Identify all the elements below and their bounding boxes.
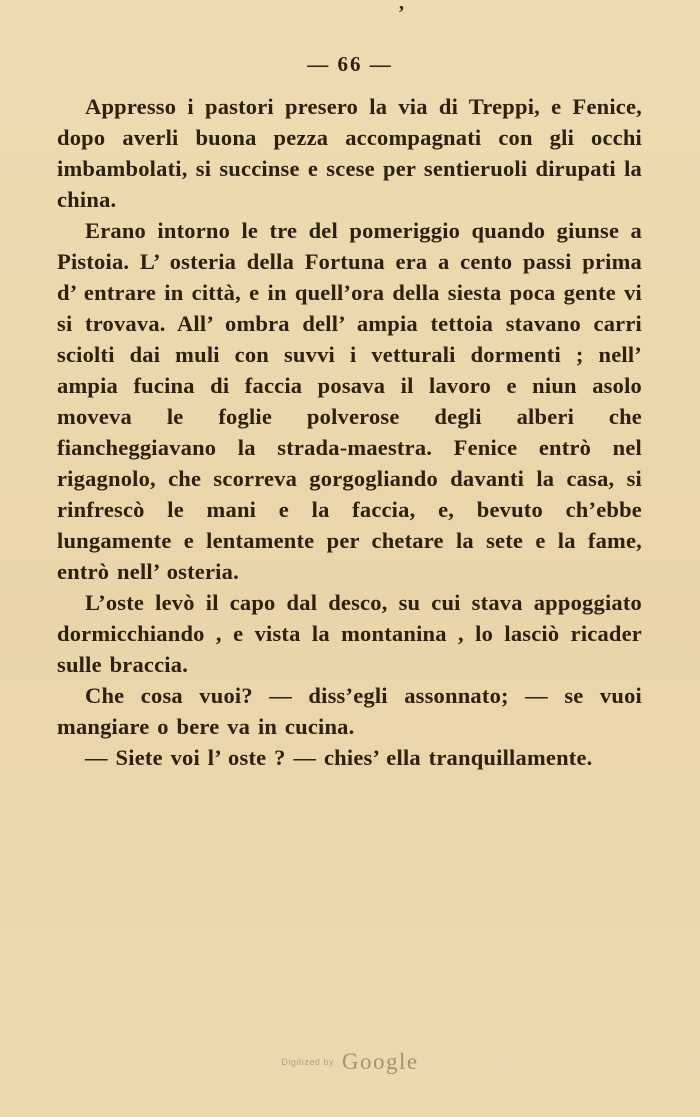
digitized-by-label: Digitized by	[281, 1057, 334, 1067]
ink-speck: ’	[398, 2, 405, 24]
page-number: — 66 —	[307, 52, 393, 76]
paragraph-4: Che cosa vuoi? — diss’egli assonnato; — se vuoi mangiare o bere va in cucina.	[57, 683, 642, 739]
paragraph-2: Erano intorno le tre del pomeriggio quando giunse a Pistoia. L’ osteria della Fortuna era a cento passi prima d’ entrare in città, e in quell’ora della siesta poca gente vi si trovava. All’ ombra dell’ ampia tettoia stavano carri sciolti dai muli con suvvi i vetturali dormenti ; nell’ ampia fucina di faccia posava il lavoro e niun asolo moveva le foglie polverose degli alberi che fiancheggiavano la strada-maestra. Fenice entrò nel rigagnolo, che scorreva gorgogliando davanti la casa, si rinfrescò le mani e la faccia, e, bevuto ch’ebbe lungamente e lentamente per chetare la sete e la fame, entrò nell’ osteria.	[57, 218, 642, 584]
paragraph-5: — Siete voi l’ oste ? — chies’ ella tranquillamente.	[85, 745, 593, 770]
digitization-watermark	[0, 1049, 700, 1075]
paragraph-1: Appresso i pastori presero la via di Treppi, e Fenice, dopo averli buona pezza accompagnati con gli occhi imbambolati, si succinse e scese per sentieruoli dirupati la china.	[57, 94, 642, 212]
google-watermark: Google	[341, 1049, 419, 1074]
body-text	[0, 91, 700, 773]
paragraph-3: L’oste levò il capo dal desco, su cui stava appoggiato dormicchiando , e vista la montanina , lo lasciò ricader sulle braccia.	[57, 590, 642, 677]
